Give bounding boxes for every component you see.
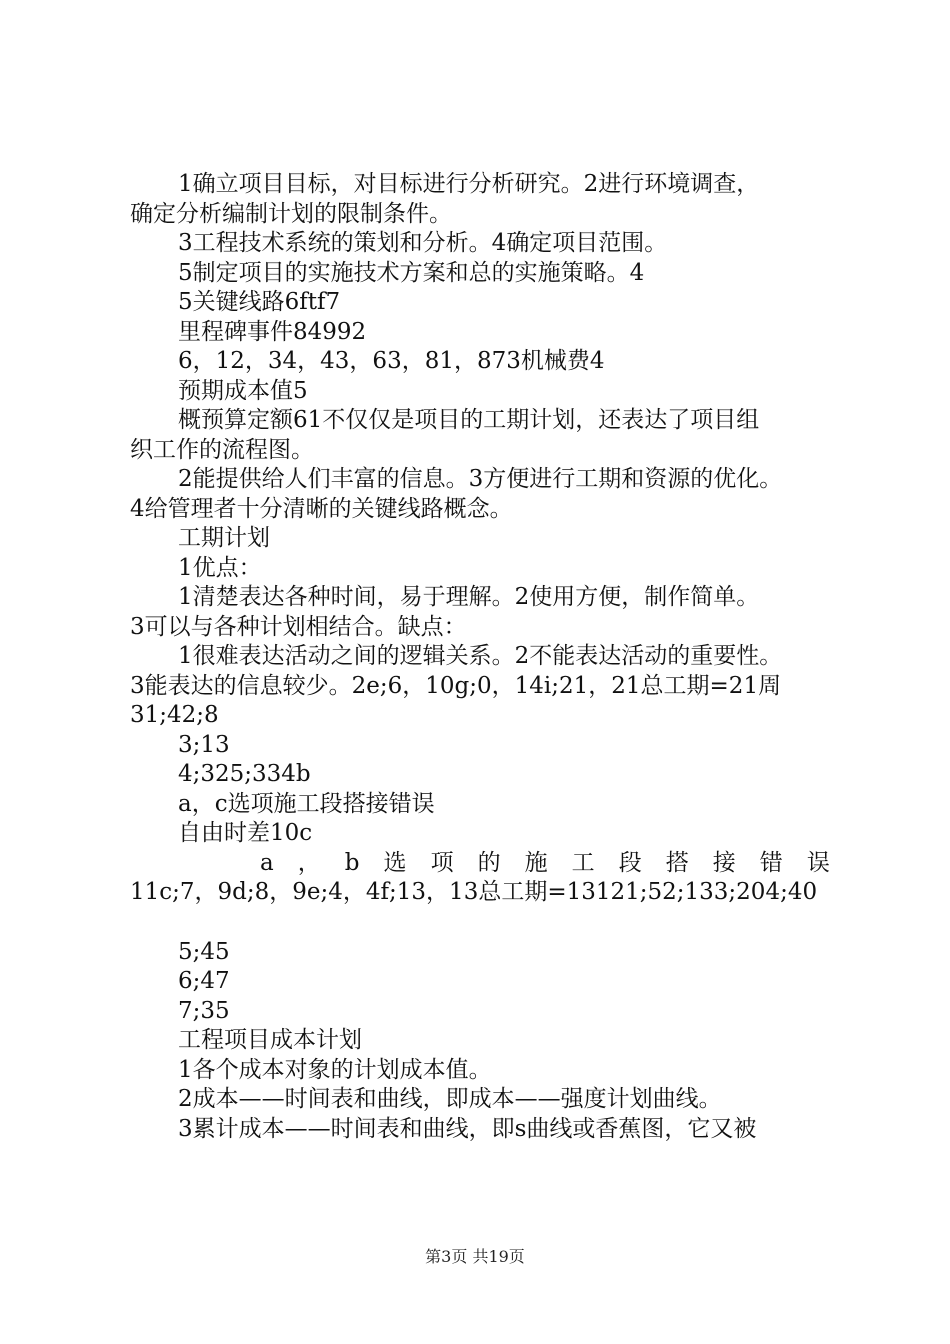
spread-char: 选 <box>383 849 407 876</box>
spread-char: 接 <box>712 849 736 876</box>
paragraph-line: 1优点： <box>178 554 262 581</box>
paragraph-line: 3能表达的信息较少。2e;6，10g;0，14i;21，21总工期=21周 <box>130 672 782 699</box>
blank-gap <box>130 908 850 938</box>
paragraph-line: 里程碑事件84992 <box>178 318 367 345</box>
paragraph-line: 1确立项目目标，对目标进行分析研究。2进行环境调查， <box>178 171 760 197</box>
paragraph-line: 4;325;334b <box>178 761 311 787</box>
paragraph-line: 31;42;8 <box>130 702 219 728</box>
paragraph-line: 4给管理者十分清晰的关键线路概念。 <box>130 495 513 522</box>
paragraph-line: a，c选项施工段搭接错误 <box>178 790 435 817</box>
paragraph-line: 概预算定额61不仅仅是项目的工期计划，还表达了项目组 <box>178 407 760 433</box>
paragraph-line: 自由时差10c <box>178 820 313 846</box>
spread-char: 的 <box>477 849 501 876</box>
page-number-footer: 第3页 共19页 <box>425 1247 525 1266</box>
paragraph-line: 7;35 <box>178 997 230 1024</box>
spread-char: b <box>344 849 360 876</box>
paragraph-line: 6;47 <box>178 968 230 994</box>
spread-char: ， <box>297 849 321 876</box>
paragraph-line: 5关键线路6ftf7 <box>178 289 341 315</box>
spread-char: 错 <box>759 849 783 876</box>
paragraph-line: 预期成本值5 <box>178 377 308 404</box>
paragraph-line: 3累计成本——时间表和曲线，即s曲线或香蕉图，它又被 <box>178 1115 757 1142</box>
document-body <box>130 170 850 1144</box>
paragraph-line: 3工程技术系统的策划和分析。4确定项目范围。 <box>178 230 668 256</box>
spread-char: 搭 <box>665 849 689 876</box>
spread-char: 工 <box>571 849 595 876</box>
paragraph-line: 11c;7，9d;8，9e;4，4f;13，13总工期=13121;52;133;204;40 <box>130 879 818 905</box>
spread-line <box>130 849 850 879</box>
spread-char: 项 <box>430 849 454 876</box>
section-heading: 工期计划 <box>178 525 270 551</box>
spread-char: 误 <box>806 849 830 876</box>
paragraph-line: 1清楚表达各种时间，易于理解。2使用方便，制作简单。 <box>178 584 760 610</box>
paragraph-line: 1各个成本对象的计划成本值。 <box>178 1056 492 1083</box>
paragraph-line: 确定分析编制计划的限制条件。 <box>130 200 452 227</box>
paragraph-line: 5;45 <box>178 938 230 965</box>
paragraph-line: 2能提供给人们丰富的信息。3方便进行工期和资源的优化。 <box>178 466 783 492</box>
paragraph-line: 3;13 <box>178 731 230 758</box>
spread-char: 段 <box>618 849 642 876</box>
paragraph-line: 3可以与各种计划相结合。缺点： <box>130 613 467 640</box>
spread-char: 施 <box>524 849 548 876</box>
paragraph-line: 6，12，34，43，63，81，873机械费4 <box>178 348 605 374</box>
paragraph-line: 1很难表达活动之间的逻辑关系。2不能表达活动的重要性。 <box>178 643 783 669</box>
section-heading: 工程项目成本计划 <box>178 1027 362 1053</box>
spread-char: a <box>260 849 274 876</box>
paragraph-line: 5制定项目的实施技术方案和总的实施策略。4 <box>178 259 645 286</box>
paragraph-line: 2成本——时间表和曲线，即成本——强度计划曲线。 <box>178 1086 722 1112</box>
paragraph-line: 织工作的流程图。 <box>130 436 314 463</box>
